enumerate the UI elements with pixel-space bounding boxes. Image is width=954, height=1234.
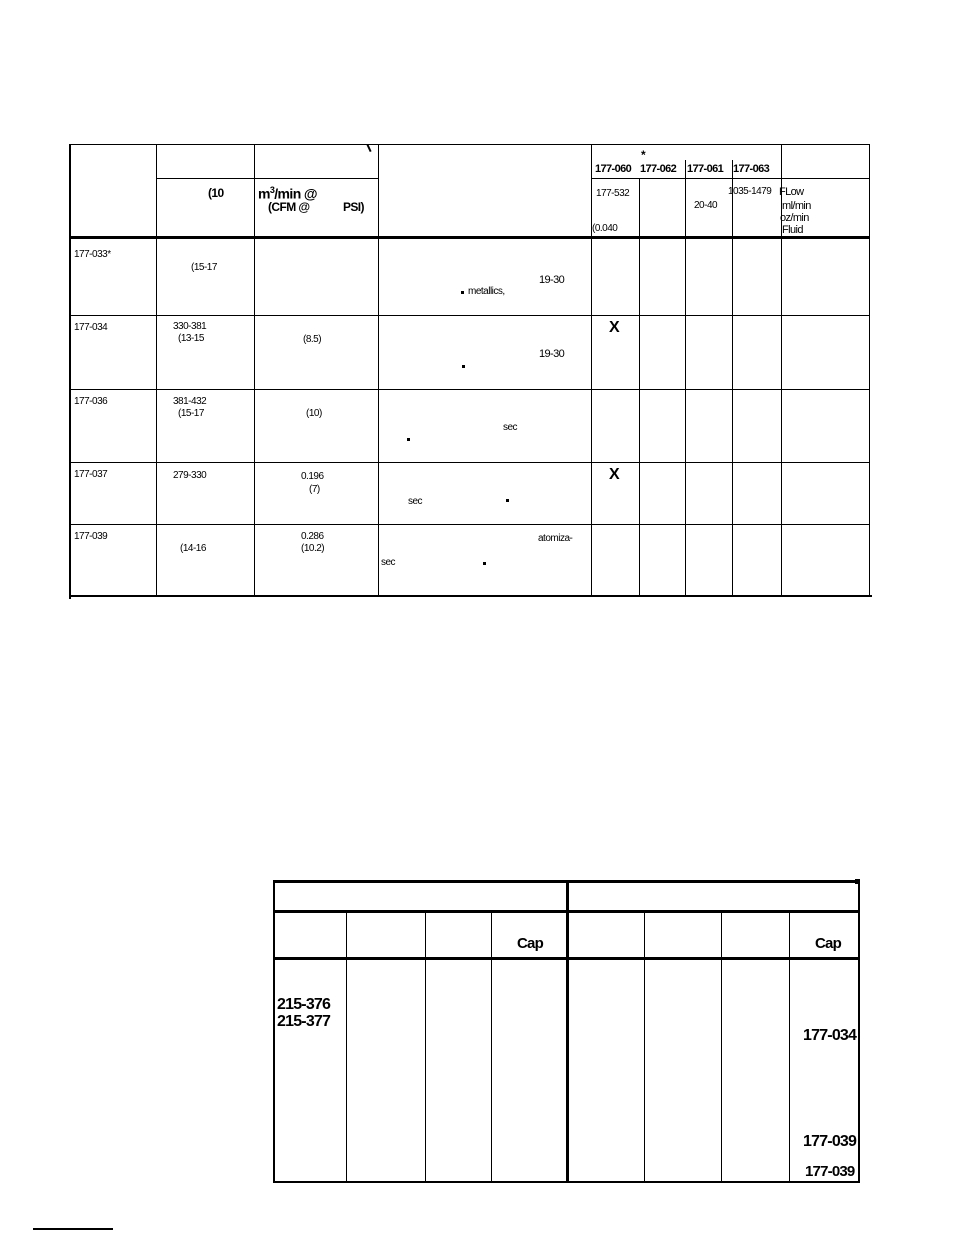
row3-flow: (10) [306, 408, 322, 419]
row5-desc-atomiza: atomiza- [538, 533, 573, 544]
row4-x-mark: X [609, 466, 619, 483]
col-border [591, 144, 592, 596]
header-range: 20-40 [694, 200, 718, 211]
table-bottom-border [70, 595, 872, 597]
table2-col-border [346, 912, 347, 1182]
row2-pressure-psi: (13-15 [178, 333, 204, 344]
row5-part: 177-039 [74, 531, 108, 542]
row4-pressure: 279-330 [173, 470, 207, 481]
header-part-a: 177-060 [595, 163, 632, 175]
table2-col-border [858, 880, 860, 1182]
row1-pressure: (15-17 [191, 262, 217, 273]
col-border [156, 144, 157, 596]
header-part-c: 177-061 [687, 163, 724, 175]
row4-part: 177-037 [74, 469, 108, 480]
row1-part: 177-033* [74, 249, 111, 260]
row3-desc-sec: sec [503, 422, 518, 433]
header-asterisk: * [641, 148, 646, 162]
header-divider [592, 178, 870, 179]
row2-pressure: 330-381 [173, 321, 207, 332]
footnote-rule [33, 1228, 113, 1230]
row3-pressure-psi: (15-17 [178, 408, 204, 419]
row3-bullet [407, 438, 410, 441]
row-divider [70, 524, 870, 525]
tick-mark [366, 144, 371, 152]
header-part-d: 177-063 [733, 163, 770, 175]
row-divider [70, 315, 870, 316]
table2-col-border [425, 912, 426, 1182]
row5-pressure: (14-16 [180, 543, 206, 554]
table2-col-border [566, 880, 569, 1182]
row4-flow-cfm: (7) [309, 484, 320, 495]
row2-part: 177-034 [74, 322, 108, 333]
header-bottom-rule [70, 236, 870, 239]
header-part-b: 177-062 [640, 163, 677, 175]
col-border [378, 144, 379, 596]
header-ml-min: ml/min [782, 200, 811, 212]
table2-corner-mark [855, 879, 860, 884]
row4-desc-sec: sec [408, 496, 423, 507]
header-flow-range: 1035-1479 [728, 186, 772, 197]
header-cap-part: 177-532 [596, 188, 630, 199]
header-pressure-unit: (10 [208, 186, 224, 200]
col-border [732, 160, 733, 596]
table-top-border [70, 144, 870, 145]
row5-flow-cfm: (10.2) [301, 543, 325, 554]
row1-desc-range: 19-30 [539, 274, 565, 286]
row3-part: 177-036 [74, 396, 108, 407]
row2-bullet [462, 365, 465, 368]
table2-col-border [644, 912, 645, 1182]
col-border [869, 144, 870, 596]
table2-right-cap-header: Cap [815, 935, 841, 952]
table2-col-border [789, 912, 790, 1182]
row1-bullet [461, 291, 464, 294]
table2-left-item: 215-377 [277, 1013, 331, 1030]
row2-desc-range: 19-30 [539, 348, 565, 360]
table2-right-item: 177-039 [805, 1163, 855, 1180]
row5-flow: 0.286 [301, 531, 324, 542]
table2-left-item: 215-376 [277, 996, 331, 1013]
table2-right-item: 177-034 [803, 1027, 857, 1044]
col-border [685, 160, 686, 596]
header-fluid: Fluid [782, 224, 803, 236]
header-oz-min: oz/min [780, 212, 809, 224]
col-border [639, 178, 640, 596]
header-flow-unit: $m^3/\min$ @ [258, 185, 317, 202]
header-psi-unit: PSI) [343, 200, 364, 214]
table2-left-cap-header: Cap [517, 935, 543, 952]
table2-right-item: 177-039 [803, 1133, 857, 1150]
row4-bullet [506, 499, 509, 502]
row-divider [70, 389, 870, 390]
row2-x-mark: X [609, 319, 619, 336]
table2-col-border [273, 880, 275, 1182]
row4-flow: 0.196 [301, 471, 324, 482]
header-cfm-unit: (CFM @ [268, 200, 310, 214]
header-size: (0.040 [592, 223, 618, 234]
col-border [69, 144, 71, 599]
row5-desc-sec: sec [381, 557, 396, 568]
table2-col-border [721, 912, 722, 1182]
col-border [254, 144, 255, 596]
row1-desc-metallics: metallics, [468, 286, 505, 297]
header-flow-label: FLow [779, 186, 804, 198]
header-divider-left [157, 178, 378, 179]
row2-flow: (8.5) [303, 334, 322, 345]
row3-pressure: 381-432 [173, 396, 207, 407]
row-divider [70, 462, 870, 463]
row5-bullet [483, 562, 486, 565]
table2-col-border [491, 912, 492, 1182]
